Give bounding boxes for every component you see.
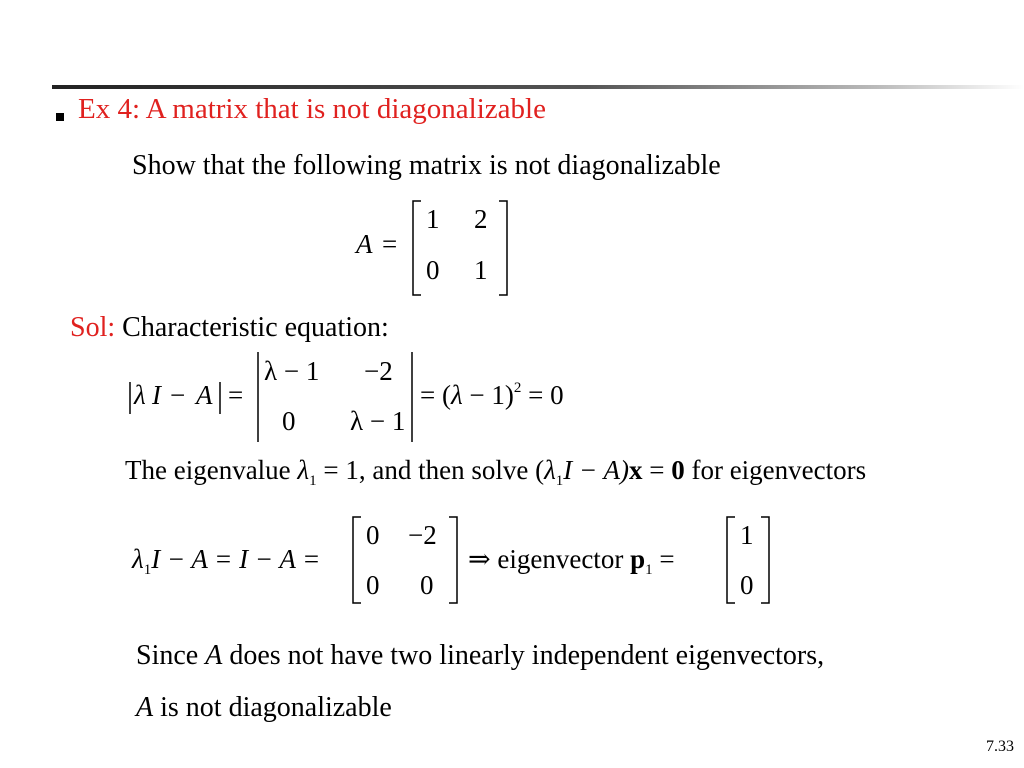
solution-text: Characteristic equation: (122, 312, 389, 343)
implies-arrow-icon: ⇒ (468, 544, 491, 574)
conclusion-text-2: is not diagonalizable (153, 692, 392, 723)
eigen-x: x (628, 455, 643, 485)
matrix-a-label: A (356, 229, 373, 259)
left-bracket-icon (352, 516, 362, 604)
eigvec-p-sub: 1 (645, 562, 653, 578)
right-bracket-icon (498, 200, 508, 296)
right-bracket-icon (760, 516, 770, 604)
eigen-sub: 1 (309, 473, 317, 489)
determinant-right-bar-icon (410, 352, 414, 442)
matrix-a-cell: 1 (426, 204, 440, 234)
rhs-power: 2 (513, 380, 522, 396)
char-identity: I (152, 380, 161, 410)
conclusion-a-2: A (136, 692, 154, 723)
char-a: A (196, 380, 213, 410)
eigvec-equals: = (652, 544, 675, 574)
abs-bar-right-icon (218, 382, 222, 414)
eigvec-lambda-sub: 1 (143, 562, 152, 578)
eigvec-vector-cell: 1 (740, 520, 754, 550)
eigvec-p: p (630, 544, 646, 574)
bullet-icon (56, 113, 64, 121)
eigenvalue-line (125, 455, 867, 489)
eigvec-matrix-cell: 0 (420, 570, 434, 600)
title-rule (52, 85, 1024, 89)
page-number: 7.33 (986, 738, 1014, 755)
eigvec-result (468, 544, 675, 578)
determinant-left-bar-icon (256, 352, 260, 442)
rhs-end: = 0 (528, 380, 564, 410)
eigen-zero: 0 (671, 455, 685, 485)
conclusion-a: A (205, 640, 223, 671)
eigen-text-3: I − A) (563, 455, 629, 485)
rhs-lambda: λ (450, 380, 463, 410)
det-cell: λ − 1 (264, 356, 320, 386)
conclusion-since: Since (136, 640, 206, 671)
eigen-text: The eigenvalue (125, 455, 298, 485)
matrix-a-cell: 0 (426, 255, 440, 285)
eigvec-lhs-rest: I − A = I − A = (151, 544, 321, 574)
eigvec-matrix-cell: 0 (366, 570, 380, 600)
eigen-text-2: = 1, and then solve ( (316, 455, 545, 485)
eigen-lambda: λ (297, 455, 310, 485)
det-cell: 0 (282, 406, 296, 436)
eigen-text-4: = (642, 455, 672, 485)
rhs-close: − 1) (469, 380, 514, 410)
solution-label: Sol: (70, 312, 116, 343)
eigen-lambda-2: λ (544, 455, 556, 485)
conclusion-line-1 (136, 640, 824, 672)
char-equals: = (228, 380, 244, 410)
det-cell: −2 (364, 356, 393, 386)
abs-bar-left-icon (128, 382, 132, 414)
eigvec-lambda: λ (132, 544, 144, 574)
matrix-a-equals: = (382, 229, 398, 259)
left-bracket-icon (726, 516, 736, 604)
det-cell: λ − 1 (350, 406, 406, 436)
eigvec-matrix-cell: 0 (366, 520, 380, 550)
conclusion-text: does not have two linearly independent eigenvectors, (222, 640, 825, 671)
eigvec-vector-cell: 0 (740, 570, 754, 600)
char-minus: − (170, 380, 186, 410)
matrix-a-cell: 2 (474, 204, 488, 234)
slide-title: Ex 4: A matrix that is not diagonalizable (78, 93, 546, 125)
eigen-sub-2: 1 (555, 473, 564, 489)
left-bracket-icon (412, 200, 422, 296)
matrix-a-cell: 1 (474, 255, 488, 285)
solution-line (70, 312, 389, 344)
eigvec-matrix-cell: −2 (408, 520, 437, 550)
problem-statement: Show that the following matrix is not diagonalizable (132, 150, 721, 181)
eigen-text-5: for eigenvectors (684, 455, 867, 485)
conclusion-line-2 (136, 692, 392, 724)
right-bracket-icon (448, 516, 458, 604)
rhs-open: = ( (420, 380, 451, 410)
char-lambda: λ (134, 380, 146, 410)
char-rhs (420, 380, 564, 411)
eigvec-lhs (132, 544, 321, 578)
eigvec-label: eigenvector (490, 544, 631, 574)
